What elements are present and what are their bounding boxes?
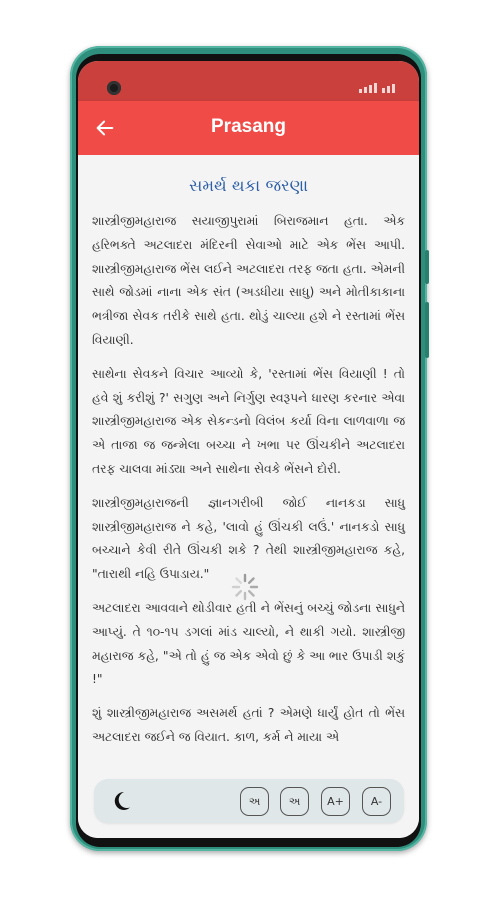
font-style-button-1[interactable]: અ <box>240 787 269 816</box>
font-style-button-2[interactable]: અ <box>280 787 309 816</box>
camera-icon <box>107 81 121 95</box>
paragraph-3: શાસ્ત્રીજીમહારાજની જ્ઞાનગરીબી જોઈ નાનકડા સાધુ શાસ્ત્રીજીમહારાજ ને કહે, 'લાવો હું ઊંચકી લઉં.' નાનકડો સાધુ બચ્ચાને કેવી રીતે ઊંચકી શકે ? તેથી શાસ્ત્રીજીમહારાજ કહે, "તારાથી નહિ ઉપાડાય." <box>92 495 405 582</box>
phone-screen <box>78 61 419 838</box>
power-button <box>425 302 429 358</box>
paragraph-5: શું શાસ્ત્રીજીમહારાજ અસમર્થ હતાં ? એમણે ધાર્યું હોત તો ભેંસ અટલાદરા જઈને જ વિયાત. કાળ, કર્મ ને માયા એ <box>92 706 405 744</box>
status-bar <box>78 61 419 101</box>
paragraph-2: સાથેના સેવકને વિચાર આવ્યો કે, 'રસ્તામાં ભેંસ વિયાણી ! તો હવે શું કરીશું ?' સગુણ અને નિર્ગુણ સ્વરૂપને ધારણ કરનાર એવા શાસ્ત્રીજીમહારાજ એક સેકન્ડનો વિલંબ કર્યા વિના લાળવાળા જ એ તાજા જ જન્મેલા બચ્ચા ને ખભા પર ઊંચકીને અટલાદરા તરફ ચાલવા માંડ્યા અને સાથેના સેવકે ભેંસને દોરી. <box>92 366 405 476</box>
signal-icon <box>359 83 395 93</box>
volume-button <box>425 250 429 284</box>
reader-toolbar <box>94 779 404 823</box>
app-bar <box>78 101 419 155</box>
decrease-font-button[interactable]: A- <box>362 787 391 816</box>
paragraph-1: શાસ્ત્રીજીમહારાજ સયાજીપુરામાં બિરાજમાન હતા. એક હરિભક્તે અટલાદરા મંદિરની સેવાઓ માટે એક ભેંસ આપી. શાસ્ત્રીજીમહારાજ ભેંસ લઈને અટલાદરા તરફ જતા હતા. એમની સાથે જોડમાં નાના એક સંત (અડધીયા સાધુ) અને મોતીકાકાના ભત્રીજા સેવક તરીકે સાથે હતા. થોડું ચાલ્યા હશે ને રસ્તામાં ભેંસ વિયાણી. <box>92 214 405 347</box>
moon-icon[interactable] <box>109 789 133 813</box>
article-title: સમર્થ થકા જરણા <box>188 176 309 195</box>
increase-font-button[interactable]: A+ <box>321 787 350 816</box>
paragraph-4: અટલાદરા આવવાને થોડીવાર હતી ને ભેંસનું બચ્ચું જોડના સાધુને આપ્યું. તે ૧૦-૧૫ ડગલાં માંડ ચાલ્યો, ને થાકી ગયો. શાસ્ત્રીજી મહારાજ કહે, "એ તો હું જ એક એવો છું કે આ ભાર ઉપાડી શકું !" <box>92 600 405 687</box>
article-content[interactable] <box>78 155 419 838</box>
loading-spinner-icon <box>230 572 260 602</box>
app-title: Prasang <box>211 116 286 137</box>
